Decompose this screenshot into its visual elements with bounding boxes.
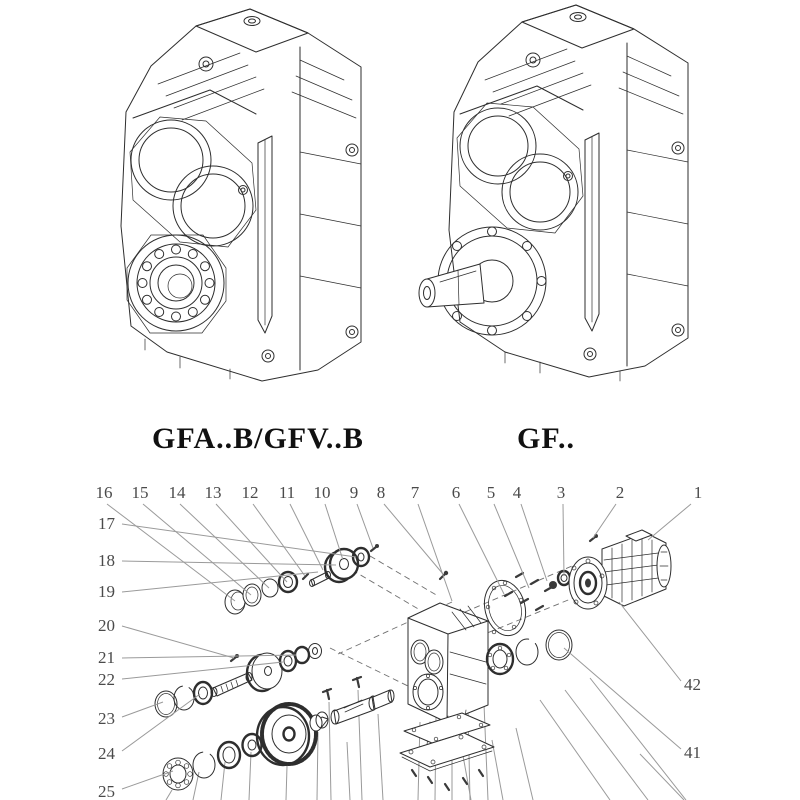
callout-number-8: 8 — [376, 483, 386, 502]
callout-leader-18 — [122, 561, 336, 565]
callout-number-1: 1 — [693, 483, 703, 502]
part-housing-gaskets — [400, 710, 494, 790]
callout-leader-1 — [648, 504, 691, 540]
callout-leader-19 — [122, 572, 318, 592]
part-pinion-shaft — [211, 673, 252, 697]
callout-leader-42 — [619, 602, 681, 681]
callout-layer — [96, 483, 703, 800]
part-snap-ring — [174, 686, 194, 710]
part-oil-seal — [218, 742, 240, 768]
callout-number-19: 19 — [98, 582, 115, 601]
callout-leader-6 — [459, 504, 504, 594]
callout-leader-9 — [357, 504, 373, 548]
gfab-body-outline — [121, 9, 361, 381]
gf-output-shaft — [419, 264, 484, 307]
callout-number-12: 12 — [241, 483, 259, 502]
exploded-view — [96, 483, 703, 800]
callout-leader-25 — [122, 771, 173, 789]
callout-number-2: 2 — [615, 483, 625, 502]
part-output-shaft — [331, 690, 394, 724]
callout-number-16: 16 — [95, 483, 113, 502]
part-snap-ring-41 — [516, 639, 538, 665]
bearing-ring-group — [487, 630, 572, 674]
part-motor — [569, 530, 671, 609]
callout-leader-10 — [325, 504, 343, 560]
callout-number-14: 14 — [168, 483, 186, 502]
callout-leader-3 — [563, 504, 564, 576]
callout-leader-11 — [290, 504, 323, 570]
callout-number-4: 4 — [512, 483, 522, 502]
part-cover-bolts — [412, 770, 483, 790]
callout-leader-4 — [521, 504, 547, 581]
callout-number-18: 18 — [98, 551, 115, 570]
callout-number-17: 17 — [98, 514, 115, 533]
part-seal-small — [295, 647, 309, 663]
part-studs — [505, 573, 552, 610]
callout-number-6: 6 — [451, 483, 461, 502]
callout-leader-41 — [564, 648, 681, 749]
part-parallel-key-2 — [353, 677, 361, 687]
callout-number-22: 22 — [98, 670, 115, 689]
gf-body-outline — [449, 5, 688, 377]
callout-number-13: 13 — [204, 483, 222, 502]
callout-number-23: 23 — [98, 709, 115, 728]
part-nut — [549, 581, 557, 589]
callout-number-11: 11 — [278, 483, 296, 502]
callout-number-3: 3 — [556, 483, 566, 502]
callout-number-20: 20 — [98, 616, 115, 635]
part-cover-plate — [400, 733, 494, 767]
callout-leader-2 — [593, 504, 616, 538]
model-label-gf: GF.. — [517, 422, 575, 455]
gearbox-drawing-gfab — [121, 9, 361, 381]
motor-body — [602, 533, 666, 606]
part-output-gear — [257, 704, 316, 765]
part-ball-bearing — [163, 758, 193, 790]
part-bearing-input — [194, 682, 212, 704]
callout-number-7: 7 — [410, 483, 420, 502]
part-gear-housing — [408, 571, 488, 722]
callout-leader-23 — [122, 702, 163, 717]
callout-leader-13 — [216, 504, 287, 582]
callout-leader-7 — [418, 504, 452, 601]
part-ring-41 — [546, 630, 572, 660]
callout-number-15: 15 — [131, 483, 149, 502]
model-label-gfab: GFA..B/GFV..B — [152, 422, 364, 455]
callout-number-24: 24 — [98, 744, 115, 763]
callout-number-5: 5 — [486, 483, 496, 502]
callout-number-25: 25 — [98, 782, 115, 800]
callout-leader-15 — [143, 504, 251, 595]
motor-flange — [569, 557, 607, 609]
callout-leader-12 — [253, 504, 305, 576]
gearbox-drawing-gf — [419, 5, 688, 381]
part-snap-ring-output — [193, 752, 215, 778]
part-bearing-mid — [280, 651, 296, 671]
callout-leader-20 — [122, 626, 234, 658]
callout-number-10: 10 — [313, 483, 331, 502]
callout-number-42: 42 — [684, 675, 701, 694]
part-motor-bolt — [590, 534, 598, 541]
part-washer-small — [309, 644, 322, 659]
callout-number-21: 21 — [98, 648, 115, 667]
callout-number-9: 9 — [349, 483, 359, 502]
part-bearing-41a — [487, 644, 513, 674]
callout-leader-16 — [107, 504, 235, 601]
callout-leader-8 — [384, 504, 443, 574]
part-retaining-ring — [262, 579, 278, 597]
callout-number-41: 41 — [684, 743, 701, 762]
part-parallel-key-1 — [323, 689, 331, 699]
callout-leader-5 — [494, 504, 529, 588]
motor-mount-parts — [479, 571, 570, 640]
part-gear-large-disc — [247, 653, 282, 691]
part-spacer — [310, 712, 328, 731]
